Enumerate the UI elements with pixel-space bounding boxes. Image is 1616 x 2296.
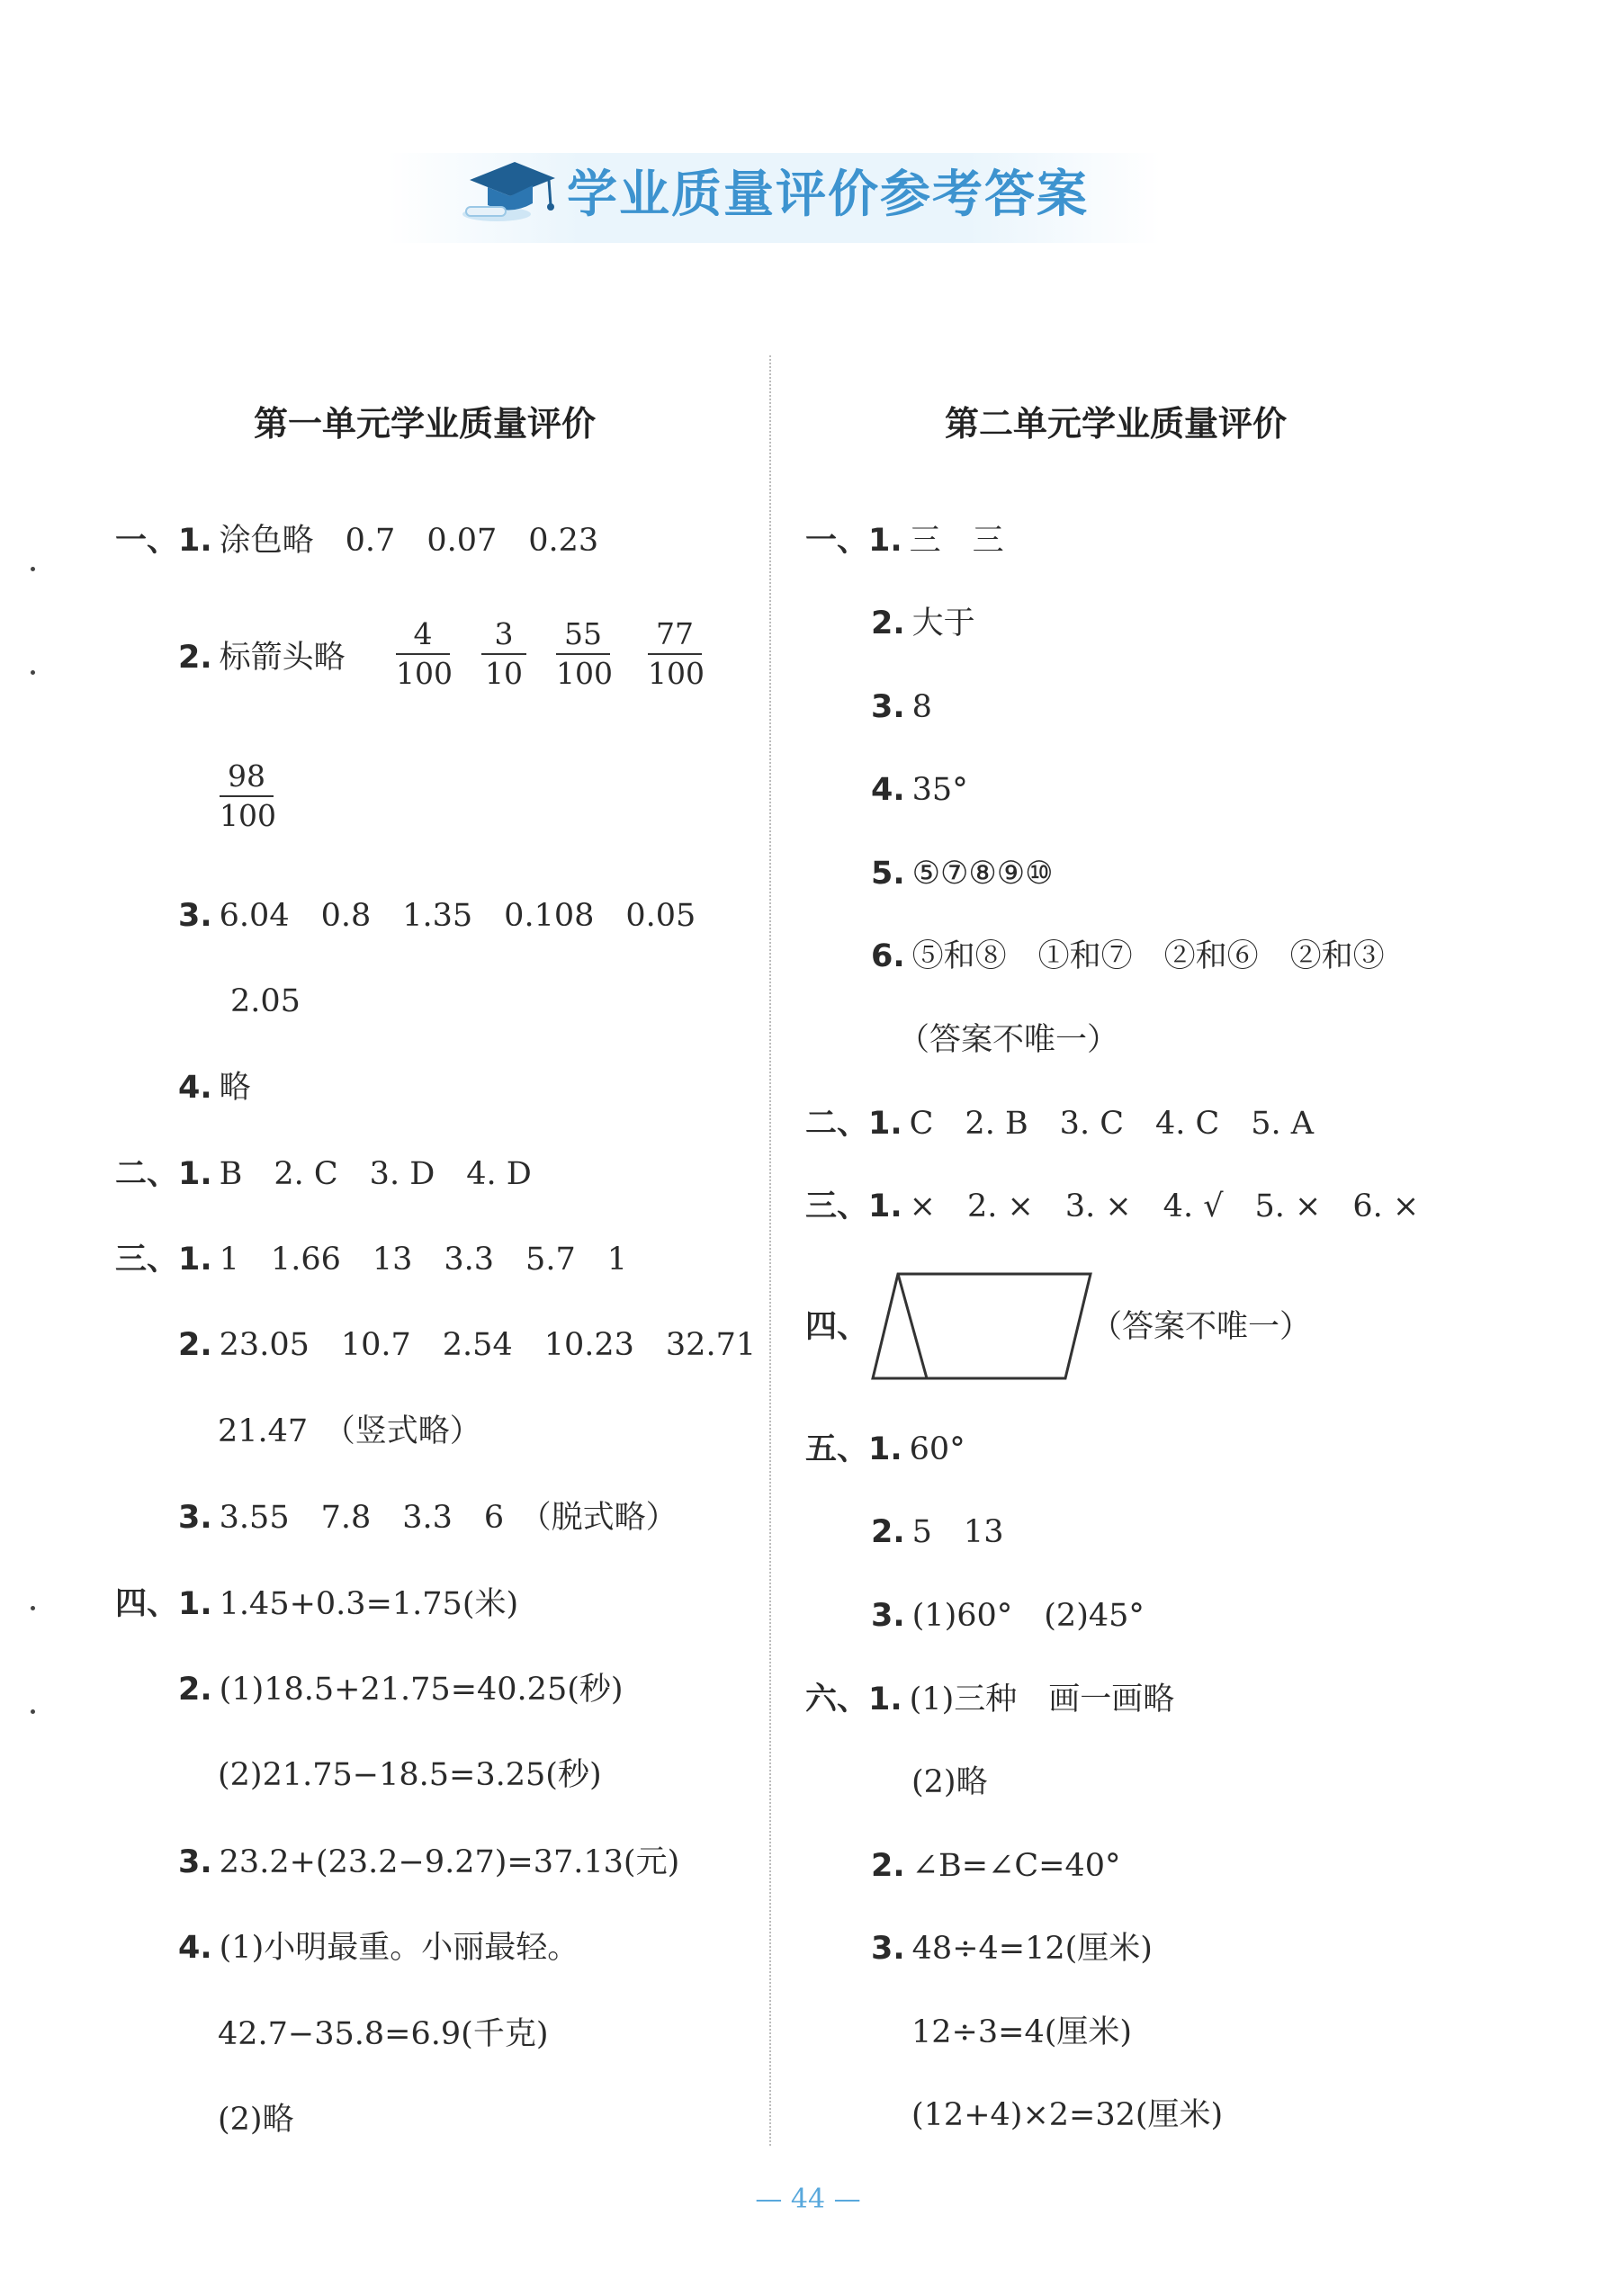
answer-line: 2. 23.05 10.7 2.54 10.23 32.71 (178, 1327, 757, 1363)
answer-line: 三、1. 1 1.66 13 3.3 5.7 1 (115, 1242, 627, 1278)
answer-line: 二、1. C 2. B 3. C 4. C 5. A (805, 1106, 1315, 1142)
margin-dot (31, 1709, 35, 1714)
answer-line: (2)21.75−18.5=3.25(秒) (218, 1757, 602, 1793)
answer-line: 2. 标箭头略 (178, 640, 346, 676)
answer-line: 6. ⑤和⑧ ①和⑦ ②和⑥ ②和③ (871, 938, 1385, 974)
answer-line: 3. (1)60° (2)45° (871, 1598, 1145, 1634)
answer-line: 4. 略 (178, 1070, 251, 1106)
page-title: 学业质量评价参考答案 (567, 166, 1089, 224)
answer-line: 二、1. B 2. C 3. D 4. D (115, 1156, 532, 1192)
page-number: — 44 — (755, 2184, 861, 2215)
answer-line: 2.05 (230, 983, 301, 1019)
answer-line: 12÷3=4(厘米) (911, 2014, 1133, 2050)
answer-line: 一、1. 三 三 (805, 523, 1004, 559)
answer-line: 六、1. (1)三种 画一画略 (805, 1682, 1175, 1718)
answer-line: 四、1. 1.45+0.3=1.75(米) (115, 1586, 519, 1622)
answer-line: (2)略 (911, 1764, 988, 1800)
margin-dot (31, 670, 35, 675)
fraction: $\frac{4}{100}$ (396, 616, 453, 691)
answer-line: 2. 5 13 (871, 1514, 1004, 1550)
fraction: $\frac{77}{100}$ (648, 616, 705, 691)
fraction: $\frac{55}{100}$ (556, 616, 613, 691)
answer-line: 3. 48÷4=12(厘米) (871, 1931, 1153, 1967)
answer-line: 四、 (805, 1309, 869, 1345)
answer-line: 3. 6.04 0.8 1.35 0.108 0.05 (178, 898, 696, 934)
answer-line: (2)略 (218, 2102, 294, 2138)
parallelogram-figure (871, 1270, 1096, 1382)
answer-line: 42.7−35.8=6.9(千克) (218, 2016, 549, 2052)
answer-line: 3. 23.2+(23.2−9.27)=37.13(元) (178, 1844, 680, 1880)
answer-line: (12+4)×2=32(厘米) (911, 2097, 1224, 2133)
answer-line: 2. (1)18.5+21.75=40.25(秒) (178, 1672, 624, 1708)
answer-line: （答案不唯一） (1091, 1309, 1312, 1345)
answer-line: 5. ⑤⑦⑧⑨⑩ (871, 856, 1054, 892)
answer-line: 4. 35° (871, 772, 968, 808)
fraction: $\frac{3}{10}$ (481, 615, 526, 693)
answer-line: 三、1. × 2. × 3. × 4. √ 5. × 6. × (805, 1188, 1420, 1224)
answer-line: 3. 3.55 7.8 3.3 6 （脱式略） (178, 1500, 678, 1536)
answer-line: （答案不唯一） (898, 1022, 1119, 1058)
answer-line: 五、1. 60° (805, 1431, 965, 1467)
margin-dot (31, 567, 35, 571)
answer-line: 2. ∠B=∠C=40° (871, 1848, 1121, 1884)
graduation-cap-icon (461, 153, 560, 234)
answer-line: 2. 大于 (871, 605, 975, 641)
section-title-unit-1: 第一单元学业质量评价 (254, 403, 597, 444)
answer-line: 一、1. 涂色略 0.7 0.07 0.23 (115, 523, 599, 559)
fraction: $\frac{98}{100}$ (220, 758, 276, 833)
answer-line: 4. (1)小明最重。小丽最轻。 (178, 1930, 579, 1966)
answer-line: 3. 8 (871, 689, 932, 725)
answer-line: 21.47 （竖式略） (218, 1413, 481, 1449)
section-title-unit-2: 第二单元学业质量评价 (945, 403, 1288, 444)
margin-dot (31, 1606, 35, 1610)
column-divider (769, 355, 771, 2146)
